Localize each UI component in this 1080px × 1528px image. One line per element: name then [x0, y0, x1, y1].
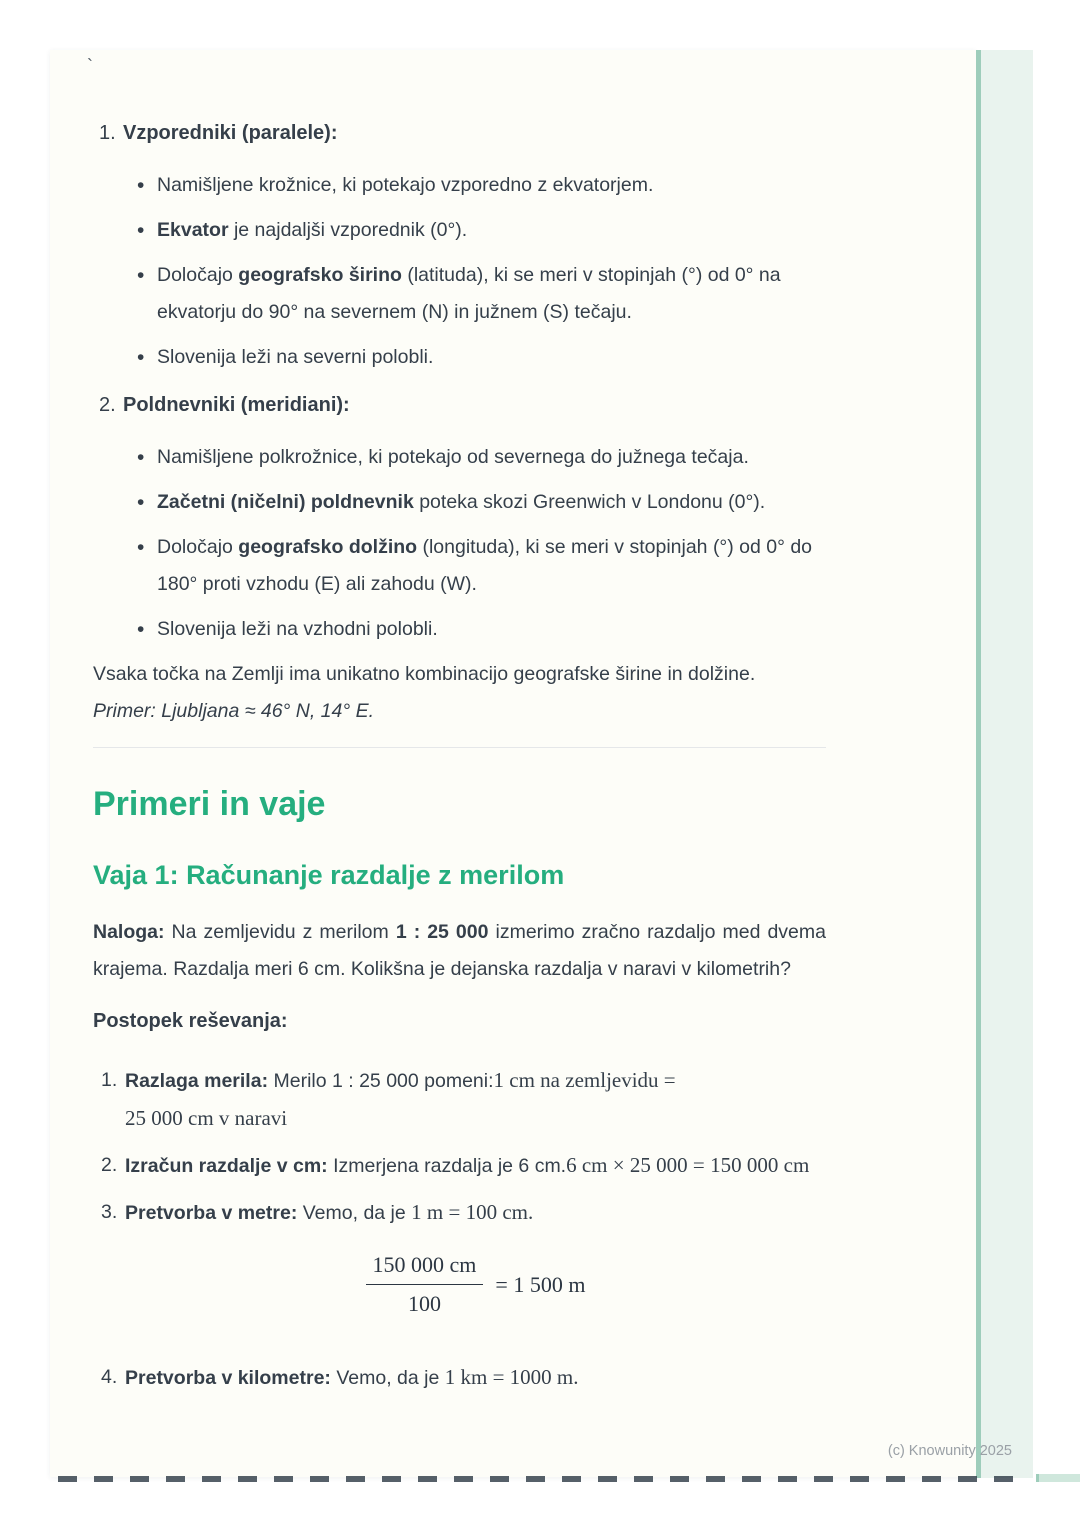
task-label: Naloga: — [93, 921, 165, 943]
math-inline: 1 m = 100 cm. — [411, 1200, 534, 1224]
section-divider — [93, 747, 826, 748]
copyright-footer: (c) Knowunity 2025 — [887, 1443, 1012, 1459]
step-item: 2. Izračun razdalje v cm: Izmerjena razdalja je 6 cm.6 cm × 25 000 = 150 000 cm — [101, 1153, 810, 1177]
next-page-edge-strip — [976, 50, 1033, 1478]
bullet-item: • Določajo geografsko dolžino (longituda), ki se meri v stopinjah (°) od 0° do 180° proti vzhodu (E) ali zahodu (W). — [93, 529, 826, 603]
bullet-item: • Slovenija leži na severni polobli. — [93, 339, 826, 376]
fraction-denominator: 100 — [407, 1291, 441, 1316]
bullet-item: • Slovenija leži na vzhodni polobli. — [93, 611, 826, 648]
page-content — [87, 50, 826, 1406]
section-1-title-text: Vzporedniki (paralele): — [123, 122, 338, 144]
math-inline: 25 000 cm v naravi — [125, 1106, 288, 1130]
procedure-label: Postopek reševanja: — [93, 1010, 288, 1032]
next-page-strip-corner — [1036, 1474, 1080, 1482]
section-2-title — [93, 386, 826, 424]
step-item: 3. Pretvorba v metre: Vemo, da je 1 m = 100 cm. $\frac{150 000 cm}{100}$ = 1 500 m — [93, 1194, 826, 1319]
fraction-result: = 1 500 m — [495, 1271, 586, 1297]
summary-paragraph: Vsaka točka na Zemlji ima unikatno kombinacijo geografske širine in dolžine. — [93, 663, 756, 685]
math-inline: 1 km = 1000 m. — [444, 1365, 579, 1389]
next-page-top-edge — [58, 1476, 1030, 1482]
section-2-title-text: Poldnevniki (meridiani): — [123, 394, 350, 416]
fraction-numerator: 150 000 cm — [366, 1250, 484, 1285]
example-line: Primer: Ljubljana ≈ 46° N, 14° E. — [93, 700, 375, 722]
exercise-1-subheading: Vaja 1: Računanje razdalje z merilom — [93, 860, 565, 890]
math-inline: 1 cm na zemljevidu = — [493, 1068, 676, 1092]
bullet-item: • Začetni (ničelni) poldnevnik poteka skozi Greenwich v Londonu (0°). — [93, 484, 826, 521]
task-paragraph: Naloga: Na zemljevidu z merilom 1 : 25 000 izmerimo zračno razdaljo med dvema krajema. Razdalja meri 6 cm. Kolikšna je dejanska razdalja v naravi v kilometrih? — [93, 921, 826, 980]
bullet-item: • Namišljene polkrožnice, ki potekajo od severnega do južnega tečaja. — [93, 439, 826, 476]
section-1-number: 1. — [99, 122, 116, 144]
fraction-equation — [125, 1250, 826, 1319]
document-page — [50, 50, 976, 1477]
bullet-item: • Določajo geografsko širino (latituda), ki se meri v stopinjah (°) od 0° na ekvatorju do 90° na severnem (N) in južnem (S) tečaju. — [93, 257, 826, 331]
bullet-item: • Ekvator je najdaljši vzporednik (0°). — [93, 212, 826, 249]
math-inline: 6 cm × 25 000 = — [566, 1153, 705, 1177]
section-1-bullet-list — [93, 167, 826, 376]
section-2-number: 2. — [99, 394, 116, 416]
section-1-title — [93, 114, 826, 152]
exercises-heading: Primeri in vaje — [93, 785, 326, 823]
math-inline: 150 000 cm — [710, 1153, 810, 1177]
stray-character: ` — [87, 56, 93, 76]
procedure-steps-list — [93, 1062, 826, 1397]
section-2-bullet-list — [93, 439, 826, 648]
step-item: 4. Pretvorba v kilometre: Vemo, da je 1 km = 1000 m. — [101, 1365, 579, 1389]
step-item: 1. Razlaga merila: Merilo 1 : 25 000 pomeni:1 cm na zemljevidu = 25 000 cm v naravi — [101, 1068, 676, 1130]
map-scale-value: 1 : 25 000 — [395, 921, 489, 943]
bullet-item: • Namišljene krožnice, ki potekajo vzporedno z ekvatorjem. — [93, 167, 826, 204]
fraction — [366, 1250, 484, 1319]
